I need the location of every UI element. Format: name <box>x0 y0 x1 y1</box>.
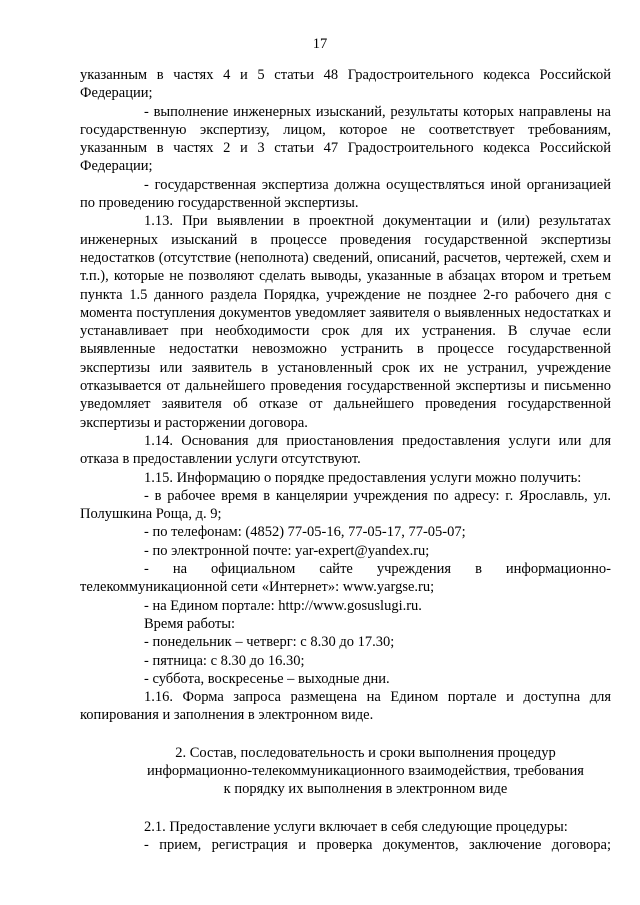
contact-website: - на официальном сайте учреждения в информационно-телекоммуникационной сети «Интернет»: www.yargse.ru; <box>80 561 611 596</box>
work-hours-title: Время работы: <box>144 615 236 632</box>
section-2-heading-line2: информационно-телекоммуникационного взаимодействия, требования <box>147 762 584 779</box>
paragraph-1-16: 1.16. Форма запроса размещена на Едином портале и доступна для копирования и заполнения в электронном виде. <box>80 689 611 724</box>
paragraph-2-1: 2.1. Предоставление услуги включает в себя следующие процедуры: <box>144 818 568 835</box>
contact-portal: - на Едином портале: http://www.gosuslugi.ru. <box>144 597 422 614</box>
page-number: 17 <box>312 36 328 52</box>
contact-office-address: - в рабочее время в канцелярии учреждения по адресу: г. Ярославль, ул. Полушкина Роща, д. 9; <box>80 487 611 523</box>
contact-email: - по электронной почте: yar-expert@yandex.ru; <box>144 542 430 559</box>
work-hours-fri: - пятница: с 8.30 до 16.30; <box>144 652 305 669</box>
section-2-heading-line1: 2. Состав, последовательность и сроки выполнения процедур <box>175 744 556 761</box>
paragraph-item-engineering-surveys: - выполнение инженерных изысканий, результаты которых направлены на государственную экспертизу, лицом, которое не соответствует требованиям, указанным в частях 2 и 3 статьи 47 Градостроительного кодекса Российской Федерации; <box>80 103 611 175</box>
section-2-heading-line3: к порядку их выполнения в электронном виде <box>223 781 508 798</box>
section-2-heading <box>80 744 611 799</box>
paragraph-1-15: 1.15. Информацию о порядке предоставления услуги можно получить: <box>144 469 582 486</box>
paragraph-1-14: 1.14. Основания для приостановления предоставления услуги или для отказа в предоставлении услуги отсутствуют. <box>80 432 611 468</box>
work-hours-mon-thu: - понедельник – четверг: с 8.30 до 17.30; <box>144 634 395 651</box>
contact-phones: - по телефонам: (4852) 77-05-16, 77-05-17, 77-05-07; <box>144 524 466 541</box>
procedure-item-reception: - прием, регистрация и проверка документов, заключение договора; <box>144 836 611 853</box>
paragraph-1-13: 1.13. При выявлении в проектной документации и (или) результатах инженерных изысканий в процессе проведения государственной экспертизы недостатков (отсутствие (неполнота) сведений, описаний, расчетов, чертежей, схем и т.п.), которые не позволяют сделать выводы, указанные в абзацах втором и третьем пункта 1.5 данного раздела Порядка, учреждение не позднее 2-го рабочего дня с момента поступления документов уведомляет заявителя о выявленных недостатках и устанавливает при необходимости срок для их устранения. В случае если выявленные недостатки невозможно устранить в процессе государственной экспертизы или заявитель в установленный срок их не устранил, учреждение отказывается от дальнейшего проведения государственной экспертизы и письменно уведомляет заявителя об отказе от дальнейшего проведения государственной экспертизы и расторжении договора. <box>80 213 611 431</box>
paragraph-continuation: указанным в частях 4 и 5 статьи 48 Градостроительного кодекса Российской Федерации; <box>80 67 611 102</box>
paragraph-item-other-organization: - государственная экспертиза должна осуществляться иной организацией по проведению государственной экспертизы. <box>80 176 611 212</box>
document-body <box>80 66 611 854</box>
work-hours-weekend: - суббота, воскресенье – выходные дни. <box>144 670 390 687</box>
